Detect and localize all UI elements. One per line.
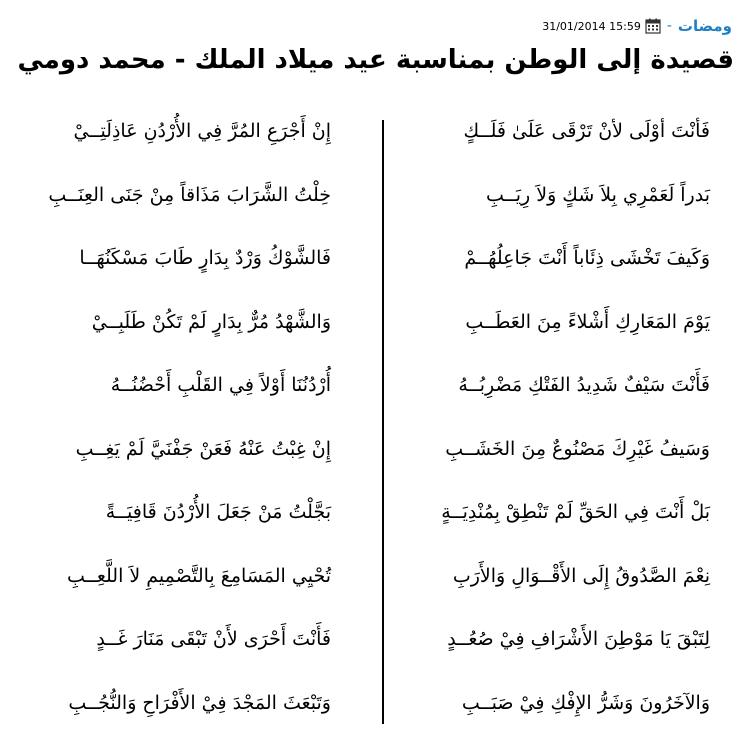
verse-right-3: وَكَيفَ تَخْشَى ذِئَاباً أَنْتَ جَاعِلُهُــمْ bbox=[464, 247, 710, 269]
verse-left-1: إِنْ أَجْرَعِ المُرَّ فِي الأُرْدُنِ عَاذِلَتِــيْ bbox=[73, 120, 331, 142]
verse-right-9: لِتَبْقَ يَا مَوْطِنَ الأَشْرَافِ فِيْ صُعُــدٍ bbox=[447, 628, 710, 650]
meta-separator: - bbox=[666, 18, 672, 34]
verse-left-2: خِلْتُ الشَّرَابَ مَذَاقاً مِنْ جَنَى العِنَــبِ bbox=[48, 183, 331, 206]
calendar-icon bbox=[645, 18, 661, 34]
verse-right-4: يَوْمَ المَعَارِكِ أَشْلاءً مِنَ العَطَــبِ bbox=[465, 310, 710, 333]
verse-right-5: فَأَنْتَ سَيْفٌ شَدِيدُ الفَتْكِ مَضْرِبُــهُ bbox=[458, 374, 710, 396]
verses-left-column bbox=[46, 100, 331, 735]
verse-left-5: أُرْدُنُنَا أَوْلاً فِي القَلْبِ أَحْضُنُــهُ bbox=[110, 374, 331, 396]
post-timestamp: 31/01/2014 15:59 bbox=[542, 19, 641, 33]
verse-left-9: فَأَنْتَ أَحْرَى لأَنْ تَبْقَى مَنَارَ غَــدٍ bbox=[96, 628, 331, 650]
verse-left-8: تُحْيِي المَسَامِعَ بِالتَّصْمِيمِ لاَ اللَّعِــبِ bbox=[67, 564, 331, 587]
page-title: قصيدة إلى الوطن بمناسبة عيد ميلاد الملك - محمد دومي bbox=[17, 45, 734, 75]
verse-left-7: بَجَّلْتُ مَنْ جَعَلَ الأُرْدُنَ قَافِيَــةً bbox=[105, 501, 331, 523]
verse-right-10: وَالآخَرُونَ وَشَرُّ الإِفْكِ فِيْ صَبَــبِ bbox=[461, 691, 710, 714]
verse-right-6: وَسَيفُ غَيْرِكَ مَصْنُوعٌ مِنَ الخَشَــبِ bbox=[445, 437, 710, 460]
post-meta bbox=[542, 14, 732, 38]
verse-left-10: وَتَبْعَثَ المَجْدَ فِيْ الأَفْرَاحِ وَالنُّجُــبِ bbox=[68, 691, 331, 714]
verse-right-1: فَأنْتَ أوْلَى لأنْ تَرْقَى عَلَىٰ فَلَــكٍ bbox=[463, 120, 710, 142]
verse-right-7: بَلْ أَنْتَ فِي الحَقِّ لَمْ تَنْطِقْ بِمُنْدِيَــةٍ bbox=[441, 501, 710, 523]
verse-left-3: فَالشَّوْكُ وَرْدٌ بِدَارٍ طَابَ مَسْكَنُهَــا bbox=[79, 247, 331, 269]
verses-right-column bbox=[380, 100, 710, 735]
verse-left-6: إِنْ غِبْتُ عَنْهُ فَعَنْ جَفْنَيَّ لَمْ يَغِــبِ bbox=[75, 437, 331, 460]
verse-right-8: نِعْمَ الصَّدُوقُ إِلَى الأَقْــوَالِ وَالأَرَبِ bbox=[452, 564, 710, 587]
category-link[interactable]: ومضات bbox=[677, 17, 732, 35]
verse-left-4: وَالشَّهْدُ مُرٌّ بِدَارٍ لَمْ تَكُنْ طَلَبِــيْ bbox=[91, 310, 331, 333]
verse-right-2: بَدراً لَعَمْرِي بِلاَ شَكٍ وَلاَ رِيَــبِ bbox=[485, 183, 710, 206]
